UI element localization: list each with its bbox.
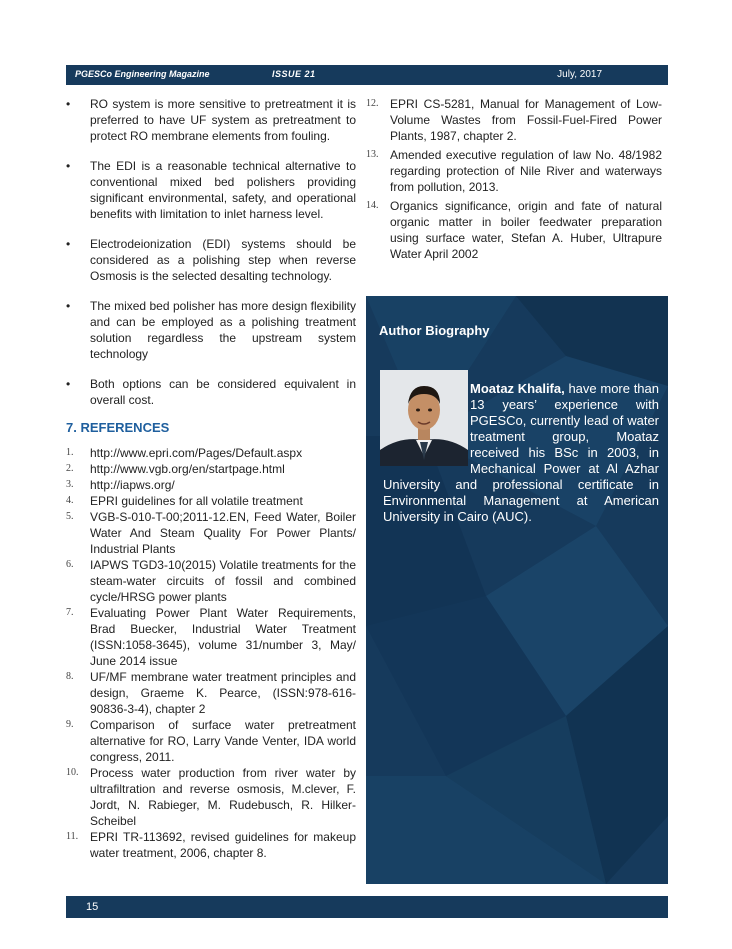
issue-label: ISSUE 21	[272, 69, 316, 79]
bullet-item: • Both options can be considered equivalent in overall cost.	[66, 377, 356, 407]
reference-item: 9. Comparison of surface water pretreatment alternative for RO, Larry Vande Venter, IDA world congress, 2011.	[66, 718, 356, 764]
author-biography-box	[366, 296, 668, 884]
reference-item: 12. EPRI CS-5281, Manual for Management of Low-Volume Wastes from Fossil-Fuel-Fired Power Plants, 1987, chapter 2.	[366, 97, 662, 143]
reference-link[interactable]: http://iapws.org/	[90, 478, 175, 492]
reference-item: 1. http://www.epri.com/Pages/Default.aspx	[66, 446, 303, 460]
reference-item: 7. Evaluating Power Plant Water Requirements, Brad Buecker, Industrial Water Treatment (ISSN:1058-3645), volume 31/number 3, May/ June 2014 issue	[66, 606, 356, 668]
right-column	[366, 96, 662, 265]
magazine-title: PGESCo Engineering Magazine	[75, 69, 210, 79]
issue-date: July, 2017	[557, 69, 602, 80]
bullet-item: • The mixed bed polisher has more design flexibility and can be employed as a polishing treatment solution regardless the upstream system technology	[66, 299, 356, 361]
bullet-item: • The EDI is a reasonable technical alternative to conventional mixed bed polishers providing significant environmental, safety, and operational benefits with limitation to inlet harness level.	[66, 159, 356, 221]
references-heading: 7. REFERENCES	[66, 420, 170, 435]
bullet-dot-icon: •	[66, 377, 71, 391]
biography-text	[383, 381, 659, 525]
reference-item: 6. IAPWS TGD3-10(2015) Volatile treatments for the steam-water circuits of fossil and combined cycle/HRSG power plants	[66, 558, 356, 604]
reference-item: 2. http://www.vgb.org/en/startpage.html	[66, 462, 285, 476]
author-name: Moataz Khalifa,	[470, 381, 565, 396]
bullet-item: • RO system is more sensitive to pretreatment it is preferred to have UF system as pretreatment to protect RO membrane elements from fouling.	[66, 97, 356, 143]
reference-item: 10. Process water production from river water by ultrafiltration and reverse osmosis, M.clever, F. Jordt, N. Rabieger, M. Rudebusch, R. Hilker-Scheibel	[66, 766, 356, 828]
bullet-dot-icon: •	[66, 299, 71, 313]
reference-item: 4. EPRI guidelines for all volatile treatment	[66, 494, 303, 508]
reference-item: 3. http://iapws.org/	[66, 478, 175, 492]
conclusion-list	[66, 96, 356, 408]
reference-item: 5. VGB-S-010-T-00;2011-12.EN, Feed Water, Boiler Water And Steam Quality For Power Plants/ Industrial Plants	[66, 510, 356, 556]
bullet-item: • Electrodeionization (EDI) systems should be considered as a polishing step when reverse Osmosis is the selected desalting technology.	[66, 237, 356, 283]
biography-body: have more than 13 years’ experience with PGESCo, currently lead of water treatment group, Moataz received his BSc in 2003, in Mechanical Power at Al Azhar University and professional certificate in Environmental Management at American University in Cairo (AUC).	[383, 381, 659, 524]
biography-title: Author Biography	[379, 323, 490, 338]
bullet-dot-icon: •	[66, 237, 71, 251]
left-column	[66, 96, 356, 861]
page-number: 15	[86, 901, 99, 913]
bullet-dot-icon: •	[66, 159, 71, 173]
bullet-dot-icon: •	[66, 97, 71, 111]
reference-link[interactable]: http://www.epri.com/Pages/Default.aspx	[90, 446, 303, 460]
page-header	[66, 65, 668, 85]
references-list	[66, 445, 356, 861]
page-footer	[66, 896, 668, 918]
reference-item: 13. Amended executive regulation of law No. 48/1982 regarding protection of Nile River and waterways from pollution, 2013.	[366, 148, 662, 194]
references-list-continued	[366, 96, 662, 262]
reference-item: 14. Organics significance, origin and fate of natural organic matter in boiler feedwater preparation using surface water, Stefan A. Huber, Ultrapure Water April 2002	[366, 199, 662, 261]
reference-link[interactable]: http://www.vgb.org/en/startpage.html	[90, 462, 285, 476]
reference-item: 8. UF/MF membrane water treatment principles and design, Graeme K. Pearce, (ISSN:978-616-90836-3-4), chapter 2	[66, 670, 356, 716]
reference-item: 11. EPRI TR-113692, revised guidelines for makeup water treatment, 2006, chapter 8.	[66, 830, 356, 860]
